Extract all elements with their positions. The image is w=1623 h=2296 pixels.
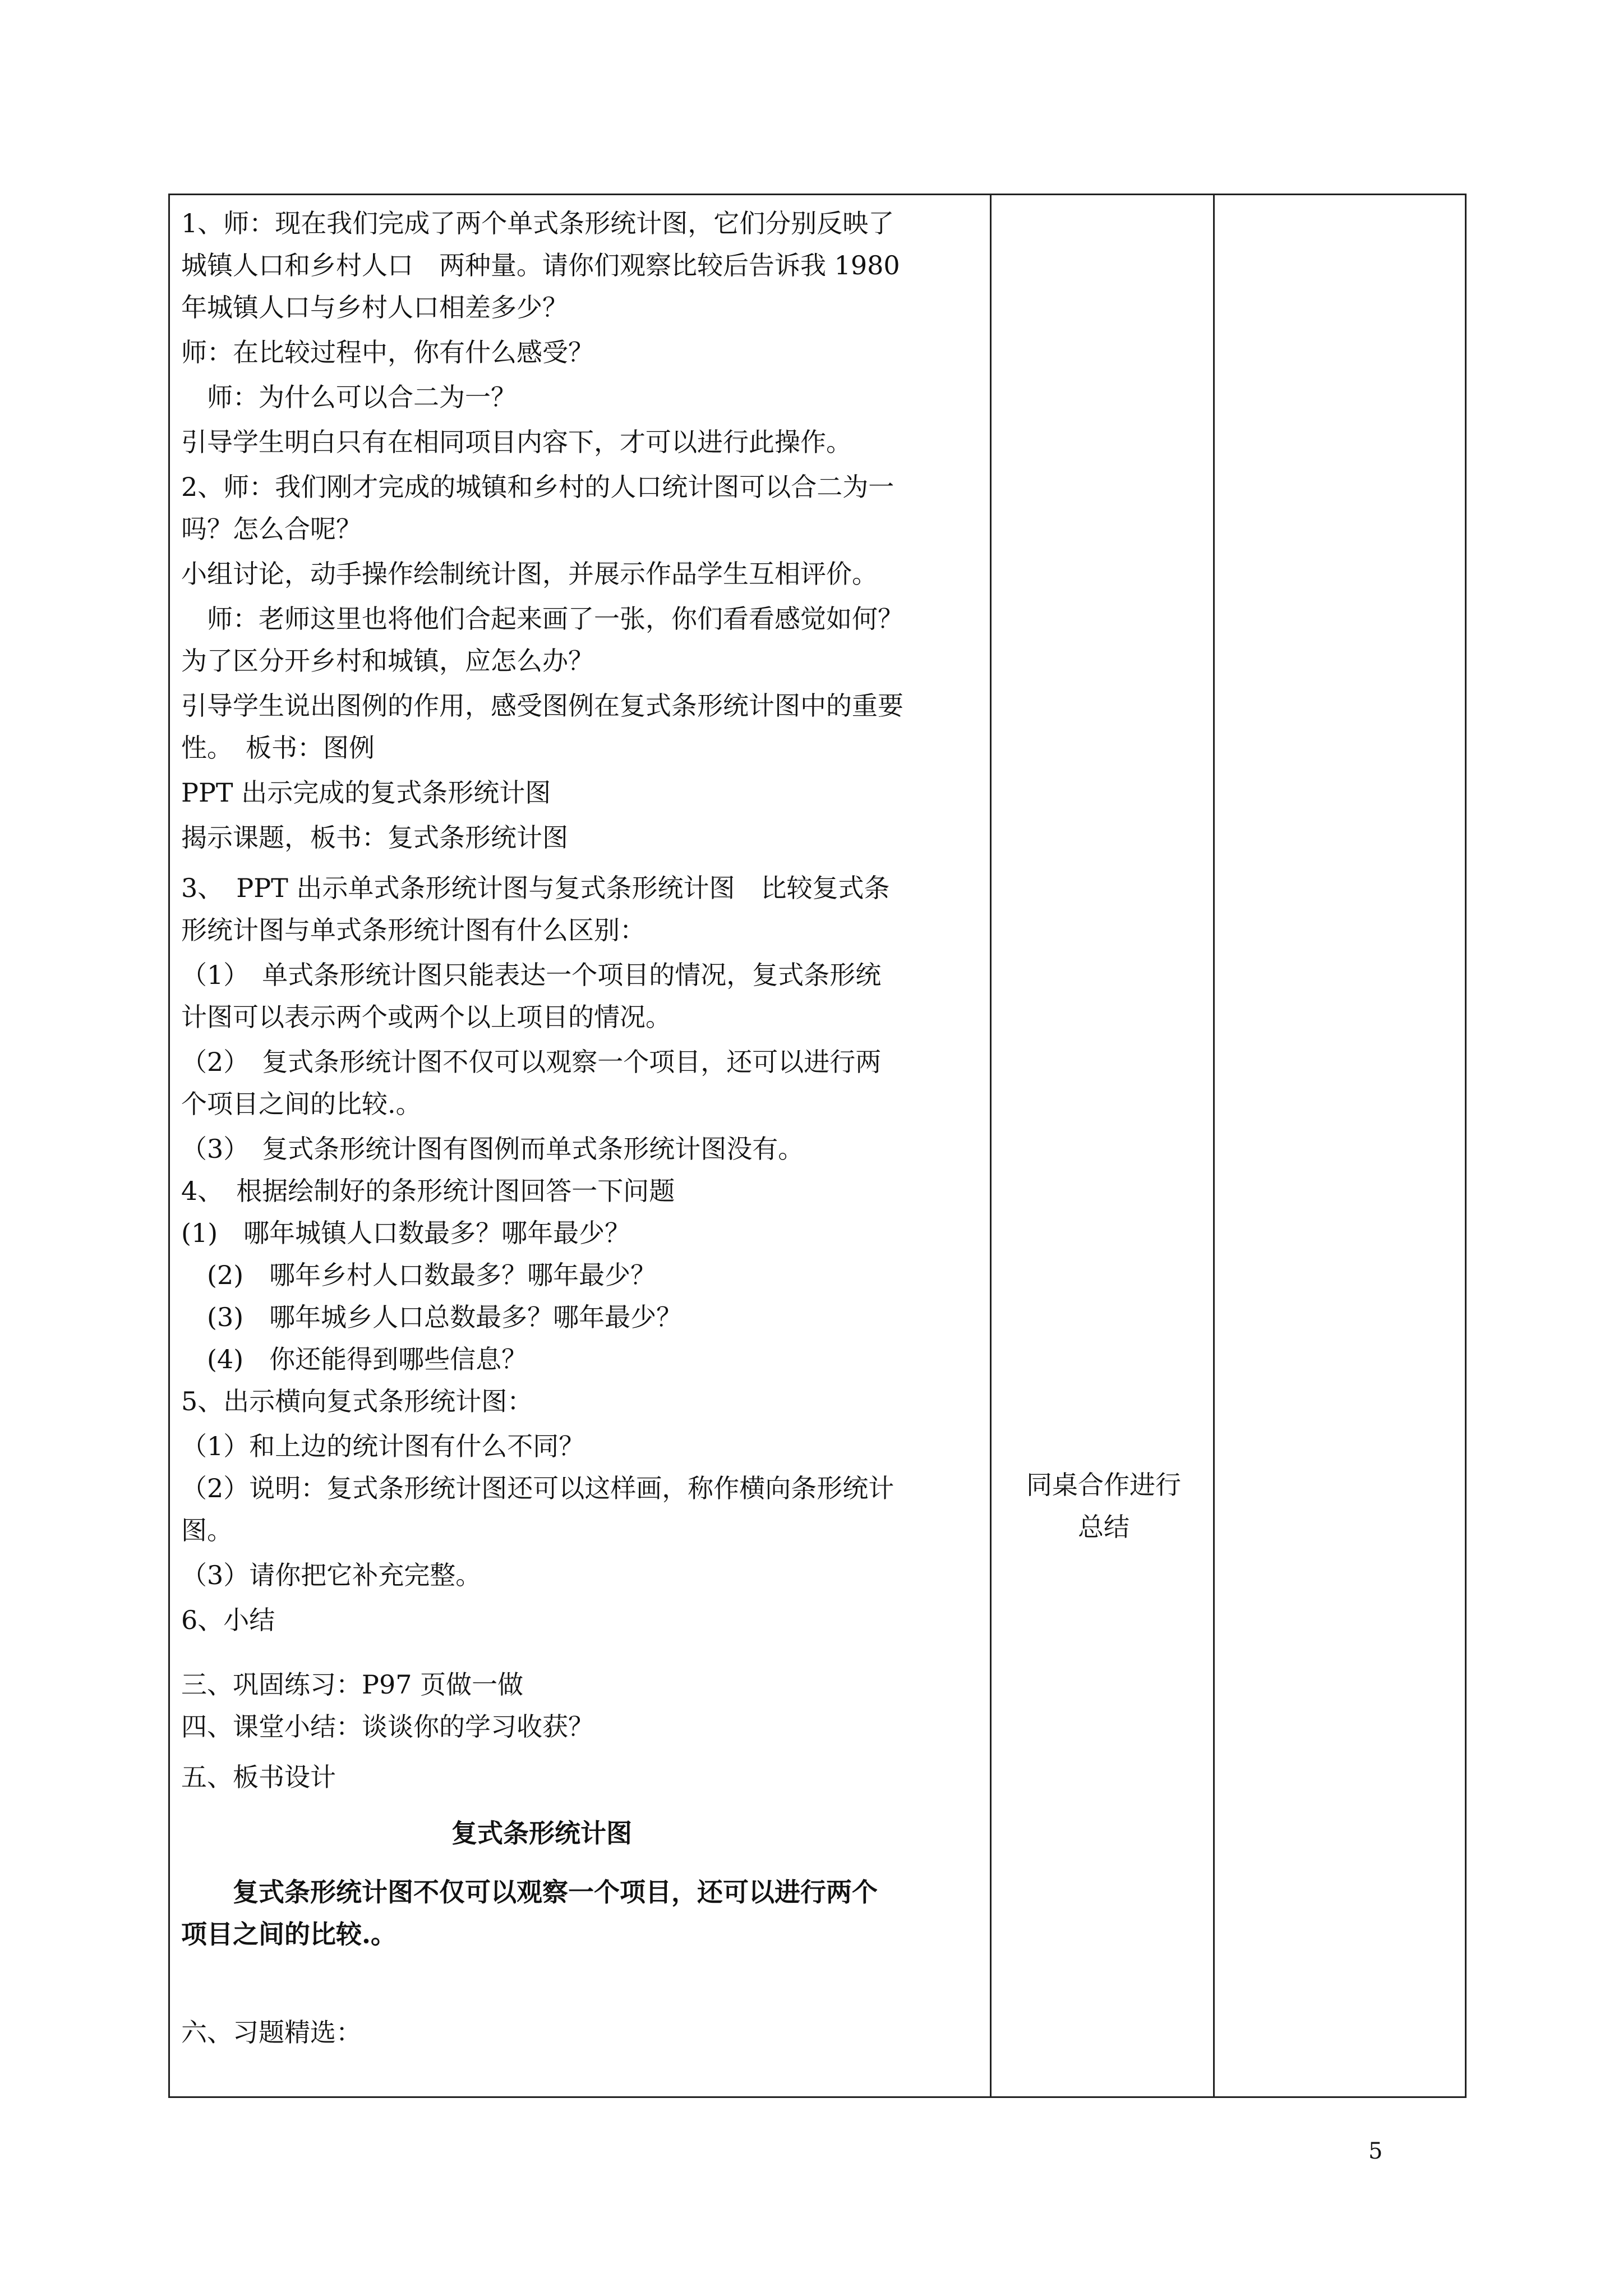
activity-text-line: 同桌合作进行 bbox=[1026, 1470, 1181, 1500]
board-design-line: 项目之间的比较.。 bbox=[181, 1919, 397, 1949]
text-line: （1） 单式条形统计图只能表达一个项目的情况，复式条形统 bbox=[181, 960, 882, 990]
text-line: 小组讨论，动手操作绘制统计图，并展示作品学生互相评价。 bbox=[181, 559, 878, 589]
column-divider-2 bbox=[1213, 195, 1215, 2096]
text-line: (4) 你还能得到哪些信息？ bbox=[181, 1344, 528, 1374]
text-line: 2、师：我们刚才完成的城镇和乡村的人口统计图可以合二为一 bbox=[181, 472, 895, 502]
text-line: 性。 板书：图例 bbox=[181, 733, 375, 763]
text-line: 为了区分开乡村和城镇，应怎么办？ bbox=[181, 646, 594, 676]
activity-text-line: 总结 bbox=[1078, 1512, 1129, 1542]
text-line: 计图可以表示两个或两个以上项目的情况。 bbox=[181, 1002, 671, 1032]
column-divider-1 bbox=[990, 195, 992, 2096]
text-line: 师：为什么可以合二为一？ bbox=[181, 382, 517, 412]
text-line: （3）请你把它补充完整。 bbox=[181, 1560, 482, 1590]
text-line: 引导学生明白只有在相同项目内容下，才可以进行此操作。 bbox=[181, 427, 852, 457]
text-line: 年城镇人口与乡村人口相差多少？ bbox=[181, 292, 568, 323]
text-line: 5、出示横向复式条形统计图： bbox=[181, 1386, 533, 1416]
text-line: 三、巩固练习：P97 页做一做 bbox=[181, 1669, 524, 1700]
text-line: (2) 哪年乡村人口数最多？哪年最少？ bbox=[181, 1260, 657, 1290]
text-line: 个项目之间的比较.。 bbox=[181, 1089, 422, 1119]
text-line: （2） 复式条形统计图不仅可以观察一个项目，还可以进行两 bbox=[181, 1047, 882, 1077]
text-line: 6、小结 bbox=[181, 1605, 275, 1635]
student-activity-cell bbox=[994, 1464, 1213, 1548]
text-line: 揭示课题，板书：复式条形统计图 bbox=[181, 822, 568, 853]
text-line: 师：在比较过程中，你有什么感受？ bbox=[181, 337, 594, 367]
text-line: 图。 bbox=[181, 1515, 233, 1545]
text-line: 4、 根据绘制好的条形统计图回答一下问题 bbox=[181, 1176, 675, 1206]
text-line: 城镇人口和乡村人口 两种量。请你们观察比较后告诉我 1980 bbox=[181, 250, 900, 280]
text-line: 引导学生说出图例的作用，感受图例在复式条形统计图中的重要 bbox=[181, 691, 903, 721]
text-line: 3、 PPT 出示单式条形统计图与复式条形统计图 比较复式条 bbox=[181, 873, 890, 903]
board-design-title: 复式条形统计图 bbox=[451, 1818, 632, 1848]
page-number: 5 bbox=[1368, 2138, 1383, 2164]
text-line: PPT 出示完成的复式条形统计图 bbox=[181, 777, 551, 808]
lesson-table bbox=[168, 194, 1467, 2098]
text-line: 四、课堂小结：谈谈你的学习收获？ bbox=[181, 1711, 594, 1742]
text-line: 五、板书设计 bbox=[181, 1762, 336, 1792]
text-line: （3） 复式条形统计图有图例而单式条形统计图没有。 bbox=[181, 1134, 804, 1164]
text-line: (3) 哪年城乡人口总数最多？哪年最少？ bbox=[181, 1302, 683, 1332]
text-line: （2）说明：复式条形统计图还可以这样画，称作横向条形统计 bbox=[181, 1473, 895, 1503]
text-line: (1) 哪年城镇人口数最多？哪年最少？ bbox=[181, 1218, 631, 1248]
text-line: 形统计图与单式条形统计图有什么区别： bbox=[181, 915, 645, 945]
text-line: 吗？怎么合呢？ bbox=[181, 514, 362, 544]
text-line: （1）和上边的统计图有什么不同？ bbox=[181, 1431, 585, 1461]
text-line: 师：老师这里也将他们合起来画了一张，你们看看感觉如何？ bbox=[181, 604, 903, 634]
text-line: 1、师：现在我们完成了两个单式条形统计图，它们分别反映了 bbox=[181, 208, 895, 238]
board-design-line: 复式条形统计图不仅可以观察一个项目，还可以进行两个 bbox=[181, 1877, 878, 1907]
exercises-heading: 六、习题精选： bbox=[181, 2017, 362, 2047]
